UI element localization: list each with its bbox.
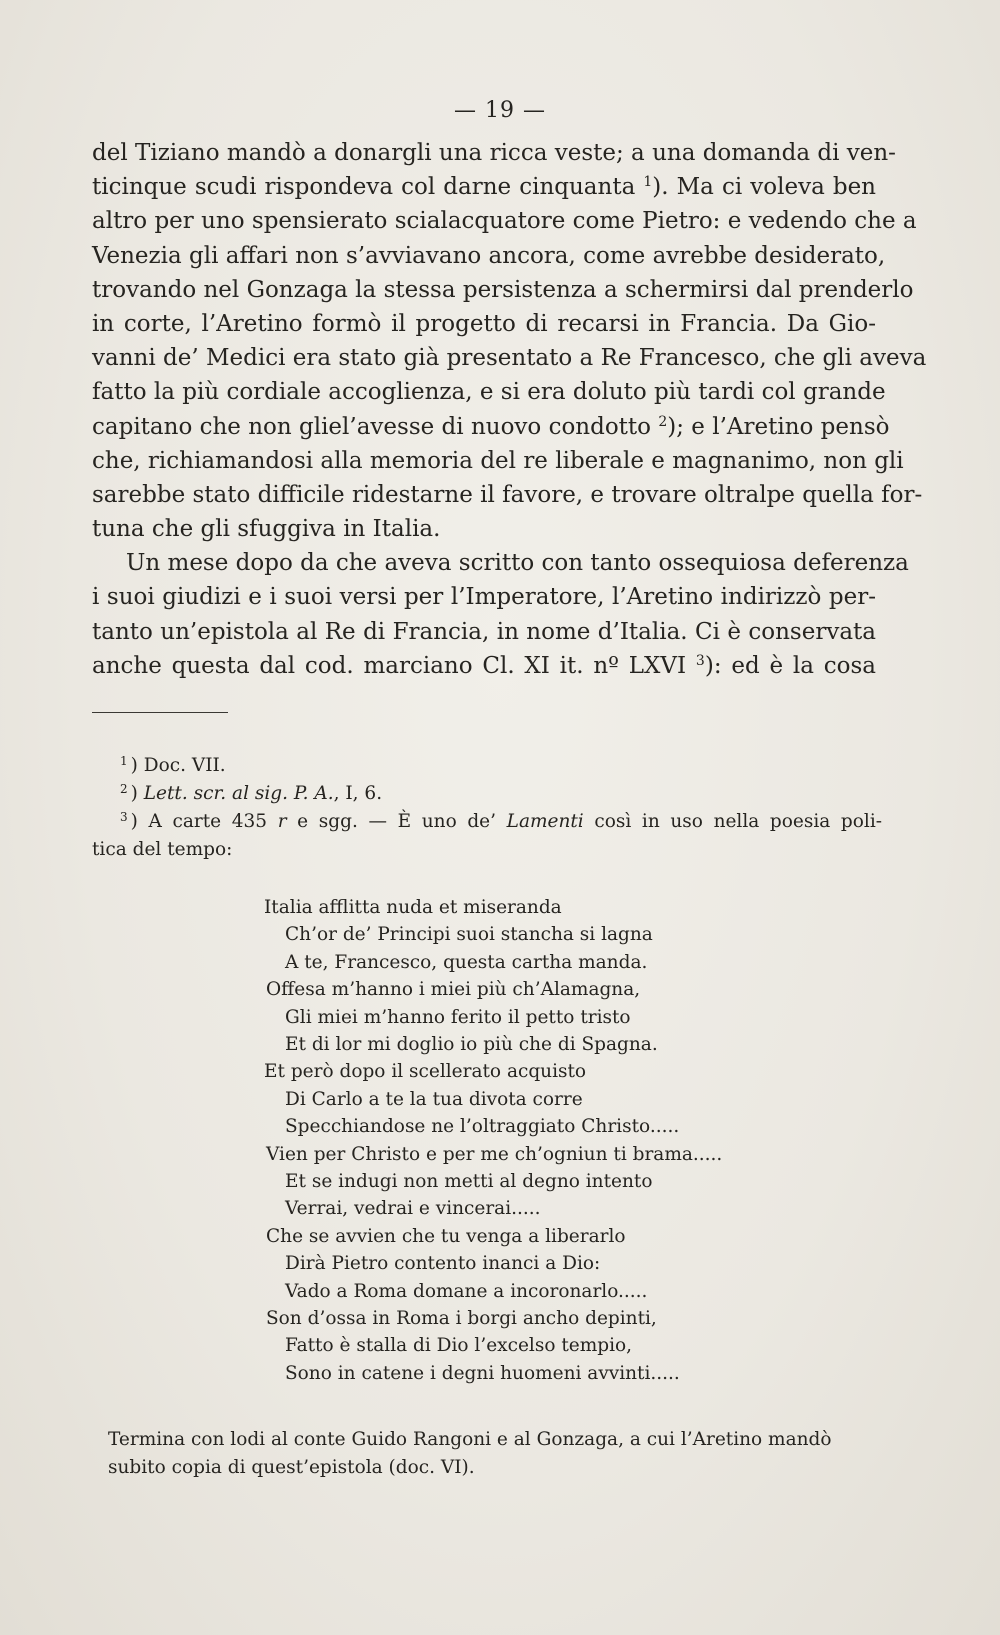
footnote-1-text: ) Doc. VII.: [130, 755, 226, 776]
poem-verse: Che se avvien che tu venga a liberarlo: [266, 1225, 626, 1247]
footnote-2-text-b: , I, 6.: [333, 783, 383, 804]
footnote-2-marker: 2: [120, 782, 128, 796]
poem-verse: Offesa m’hanno i miei più ch’Alamagna,: [266, 979, 641, 1001]
text-line: [92, 512, 876, 546]
footnote-reference[interactable]: 2: [658, 413, 668, 430]
poem-verse: Ch’or de’ Principi suoi stancha si lagna: [285, 924, 653, 946]
closing-line: Termina con lodi al conte Guido Rangoni e al Gonzaga, a cui l’Aretino mandò: [108, 1429, 832, 1450]
text-line-content: trovando nel Gonzaga la stessa persistenza a schermirsi dal prenderlo: [92, 276, 914, 303]
text-line-content: ticinque scudi rispondeva col darne cinquanta: [92, 174, 644, 201]
text-line: [92, 204, 917, 238]
text-line-content: in corte, l’Aretino formò il progetto di recarsi in Francia. Da Gio-: [92, 310, 876, 337]
text-line-content: sarebbe stato difficile ridestarne il favore, e trovare oltralpe quella for-: [92, 481, 923, 508]
page-number: — 19 —: [454, 98, 546, 123]
text-line: [92, 136, 896, 170]
text-line-content: ). Ma ci voleva ben: [652, 174, 876, 201]
poem-verse: A te, Francesco, questa cartha manda.: [285, 951, 648, 973]
footnote-1: [92, 752, 882, 780]
footnote-3-marker: 3: [120, 810, 128, 824]
text-line: [92, 410, 890, 444]
text-line: [92, 615, 876, 649]
poem-verse: Et però dopo il scellerato acquisto: [264, 1061, 587, 1083]
text-line: [92, 307, 876, 341]
footnote-3-continuation: tica del tempo:: [92, 839, 233, 860]
poem-verse: Italia afflitta nuda et miseranda: [264, 897, 562, 918]
text-line: [92, 273, 914, 307]
text-line: [92, 375, 886, 409]
text-line-content: vanni de’ Medici era stato già presentato a Re Francesco, che gli aveva: [92, 345, 927, 372]
text-line: [92, 341, 927, 375]
footnotes: [92, 752, 882, 864]
footnote-2-text-a: ): [130, 783, 144, 804]
footnote-3-text-a: ) A carte 435: [130, 811, 278, 832]
footnote-3-recto: r: [277, 811, 287, 832]
text-line-content: fatto la più cordiale accoglienza, e si era doluto più tardi col grande: [92, 379, 886, 406]
closing-line: subito copia di quest’epistola (doc. VI).: [108, 1457, 475, 1478]
poem-verse: Son d’ossa in Roma i borgi ancho depinti,: [266, 1308, 657, 1329]
footnote-3-text-b: e sgg. — È uno de’: [286, 811, 507, 832]
text-line-content: del Tiziano mandò a donargli una ricca veste; a una domanda di ven-: [92, 140, 896, 166]
poem-verse: Vado a Roma domane a incoronarlo.....: [285, 1280, 648, 1302]
footnote-3: [92, 808, 882, 836]
poem-verse: Dirà Pietro contento inanci a Dio:: [285, 1253, 601, 1275]
text-line-content: Un mese dopo da che aveva scritto con tanto ossequiosa deferenza: [126, 550, 909, 577]
poem-verse: Fatto è stalla di Dio l’excelso tempio,: [285, 1335, 633, 1357]
text-line-content: ): ed è la cosa: [704, 652, 876, 679]
footnote-2: [92, 780, 882, 808]
poem-verse: Vien per Christo e per me ch’ogniun ti brama.....: [266, 1143, 723, 1165]
text-line: [92, 478, 923, 512]
text-line-content: anche questa dal cod. marciano Cl. XI it. nº LXVI: [92, 652, 696, 679]
text-line: [92, 239, 886, 273]
text-line-content: che, richiamandosi alla memoria del re liberale e magnanimo, non gli: [92, 447, 904, 474]
footnote-rule: [92, 712, 228, 713]
text-line-content: altro per uno spensierato scialacquatore come Pietro: e vedendo che a: [92, 208, 917, 235]
footnote-reference[interactable]: 1: [643, 174, 653, 191]
text-line-content: Venezia gli affari non s’avviavano ancora, come avrebbe desiderato,: [92, 242, 886, 269]
text-line-content: i suoi giudizi e i suoi versi per l’Imperatore, l’Aretino indirizzò per-: [92, 584, 876, 611]
poem-verse: Et se indugi non metti al degno intento: [285, 1171, 653, 1192]
footnote-reference[interactable]: 3: [695, 652, 705, 669]
closing-paragraph: [108, 1426, 888, 1482]
text-line: [92, 580, 876, 614]
text-line: [92, 546, 909, 580]
poem-verse: Di Carlo a te la tua divota corre: [285, 1088, 583, 1110]
footnote-3-lamenti: Lamenti: [506, 811, 584, 832]
main-text: [92, 136, 927, 683]
poem-verse: Et di lor mi doglio io più che di Spagna.: [285, 1034, 658, 1055]
footnote-1-marker: 1: [120, 754, 128, 768]
footnote-3-text-c: così in uso nella poesia poli-: [583, 811, 882, 832]
poem-verse: Specchiandose ne l’oltraggiato Christo.....: [285, 1116, 680, 1138]
text-line-content: tanto un’epistola al Re di Francia, in nome d’Italia. Ci è conservata: [92, 618, 876, 645]
footnote-2-citation: Lett. scr. al sig. P. A.: [143, 783, 334, 804]
text-line: [92, 444, 904, 478]
poem-verse: Sono in catene i degni huomeni avvinti.....: [285, 1362, 680, 1384]
text-line: [92, 649, 876, 683]
text-line-content: capitano che non gliel’avesse di nuovo condotto: [92, 413, 659, 440]
text-line-content: ); e l’Aretino pensò: [667, 413, 890, 440]
poem-verse: Gli miei m’hanno ferito il petto tristo: [285, 1006, 631, 1028]
text-line: [92, 170, 876, 204]
text-line-content: tuna che gli sfuggiva in Italia.: [92, 516, 441, 543]
poem-verse: Verrai, vedrai e vincerai.....: [285, 1198, 541, 1220]
